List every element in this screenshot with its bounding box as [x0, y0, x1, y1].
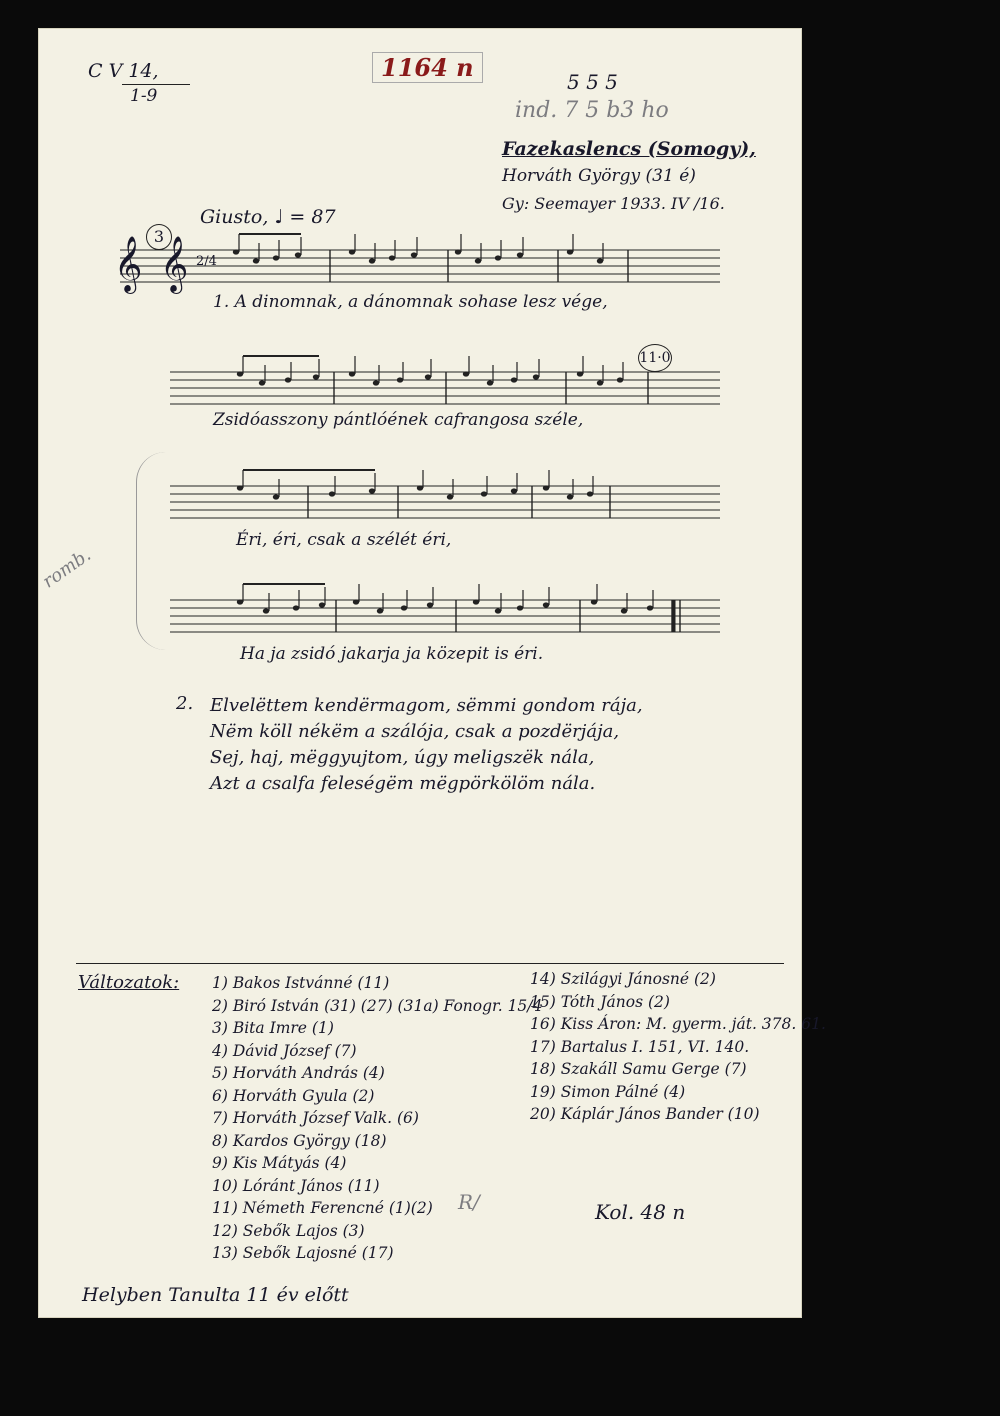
note-head [329, 491, 335, 496]
note-head [567, 249, 573, 254]
note-head [543, 485, 549, 490]
note-head [543, 602, 549, 607]
note-head [397, 377, 403, 382]
variant-item: 19) Simon Pálné (4) [530, 1082, 686, 1101]
note-head [517, 605, 523, 610]
note-head [473, 599, 479, 604]
variant-item: 11) Németh Ferencné (1)(2) [212, 1199, 433, 1217]
variants-list-left [212, 972, 542, 1265]
note-head [349, 371, 355, 376]
reference-note: ind. 7 5 b3 ho [515, 98, 669, 123]
note-head [495, 255, 501, 260]
treble-clef-2: 𝄞 [160, 236, 189, 292]
note-head [481, 491, 487, 496]
variants-list-right [530, 968, 826, 1126]
catalog-number-bottom: 1-9 [130, 86, 158, 106]
note-head [621, 608, 627, 613]
note-head [447, 494, 453, 499]
note-head [377, 608, 383, 613]
note-head [349, 249, 355, 254]
catalog-number-top: C V 14, [88, 60, 159, 82]
note-head [237, 371, 243, 376]
variant-item: 9) Kis Mátyás (4) [212, 1154, 347, 1172]
note-head [285, 377, 291, 382]
note-head [373, 380, 379, 385]
variant-item: 16) Kiss Áron: M. gyerm. ját. 378. 61. [530, 1015, 826, 1033]
pencil-bracket [136, 452, 173, 650]
note-head [389, 255, 395, 260]
note-head [597, 258, 603, 263]
note-head [425, 374, 431, 379]
note-head [495, 608, 501, 613]
variant-item: 15) Tóth János (2) [530, 992, 670, 1011]
variant-item: 3) Bita Imre (1) [212, 1019, 334, 1037]
note-head [401, 605, 407, 610]
note-head [567, 494, 573, 499]
verse2-line-1: Elvelëttem kendërmagom, sëmmi gondom rája, [210, 695, 643, 716]
note-head [517, 252, 523, 257]
note-head [417, 485, 423, 490]
note-head [273, 255, 279, 260]
note-head [411, 252, 417, 257]
note-head [273, 494, 279, 499]
note-head [237, 485, 243, 490]
archive-stamp: 1164 n [372, 52, 483, 83]
footer-note: Helyben Tanulta 11 év előtt [82, 1284, 349, 1306]
variant-item: 18) Szakáll Samu Gerge (7) [530, 1060, 747, 1078]
note-head [463, 371, 469, 376]
singer-name: Horváth György (31 é) [502, 166, 696, 186]
variant-item: 1) Bakos Istvánné (11) [212, 974, 390, 992]
tempo-marking: Giusto, ♩ = 87 [200, 206, 336, 228]
note-head [511, 377, 517, 382]
verse2-text [210, 693, 643, 797]
lyric-line-1: 1. A dinomnak, a dánomnak sohase lesz vége, [213, 292, 608, 312]
archive-reference: Kol. 48 n [595, 1200, 686, 1224]
variant-item: 14) Szilágyi Jánosné (2) [530, 970, 716, 988]
verse2-line-4: Azt a csalfa feleségëm mëgpörkölöm nála. [210, 773, 596, 794]
note-head [237, 599, 243, 604]
pencil-mark: R/ [458, 1190, 480, 1214]
note-head [587, 491, 593, 496]
time-signature: 2/4 [196, 254, 217, 269]
variant-item: 10) Lóránt János (11) [212, 1176, 380, 1195]
note-head [313, 374, 319, 379]
variant-item: 8) Kardos György (18) [212, 1131, 387, 1150]
note-head [577, 371, 583, 376]
note-head [427, 602, 433, 607]
phrase-marker-circle: 11·0 [638, 344, 672, 372]
note-head [233, 249, 239, 254]
variant-item: 12) Sebők Lajos (3) [212, 1221, 365, 1240]
note-head [263, 608, 269, 613]
note-head [369, 488, 375, 493]
note-head [533, 374, 539, 379]
note-head [369, 258, 375, 263]
note-head [475, 258, 481, 263]
verse2-line-2: Nëm köll nékëm a szálója, csak a pozdërjája, [210, 721, 620, 742]
note-head [353, 599, 359, 604]
collector-date: Gy: Seemayer 1933. IV /16. [502, 194, 725, 213]
note-head [253, 258, 259, 263]
verse2-line-3: Sej, haj, mëggyujtom, úgy meligszëk nála, [210, 747, 595, 768]
variant-item: 13) Sebők Lajosné (17) [212, 1244, 394, 1262]
variant-item: 5) Horváth András (4) [212, 1064, 385, 1082]
note-head [487, 380, 493, 385]
reference-number: 5 5 5 [567, 70, 618, 94]
lyric-line-4: Ha ja zsidó jakarja ja közepit is éri. [240, 644, 544, 664]
note-head [597, 380, 603, 385]
note-head [591, 599, 597, 604]
treble-clef-1: 𝄞 [114, 236, 143, 292]
note-head [511, 488, 517, 493]
note-head [455, 249, 461, 254]
variant-item: 6) Horváth Gyula (2) [212, 1086, 375, 1105]
variants-heading: Változatok: [78, 972, 180, 993]
note-head [259, 380, 265, 385]
note-head [319, 602, 325, 607]
tune-number-circle: 3 [146, 224, 172, 250]
variant-item: 4) Dávid József (7) [212, 1041, 357, 1060]
variants-divider [76, 963, 784, 964]
note-head [295, 252, 301, 257]
lyric-line-2: Zsidóasszony pántlóének cafrangosa széle, [213, 410, 584, 430]
variant-item: 2) Biró István (31) (27) (31a) Fonogr. 15/4 [212, 996, 543, 1015]
variant-item: 20) Káplár János Bander (10) [530, 1105, 760, 1123]
note-head [293, 605, 299, 610]
variant-item: 7) Horváth József Valk. (6) [212, 1109, 419, 1127]
note-head [647, 605, 653, 610]
variant-item: 17) Bartalus I. 151, VI. 140. [530, 1037, 750, 1056]
lyric-line-3: Éri, éri, csak a szélét éri, [236, 530, 452, 550]
side-note: romb. [38, 544, 95, 593]
note-head [617, 377, 623, 382]
song-title: Fazekaslencs (Somogy), [502, 138, 756, 160]
verse2-number: 2. [176, 693, 194, 714]
